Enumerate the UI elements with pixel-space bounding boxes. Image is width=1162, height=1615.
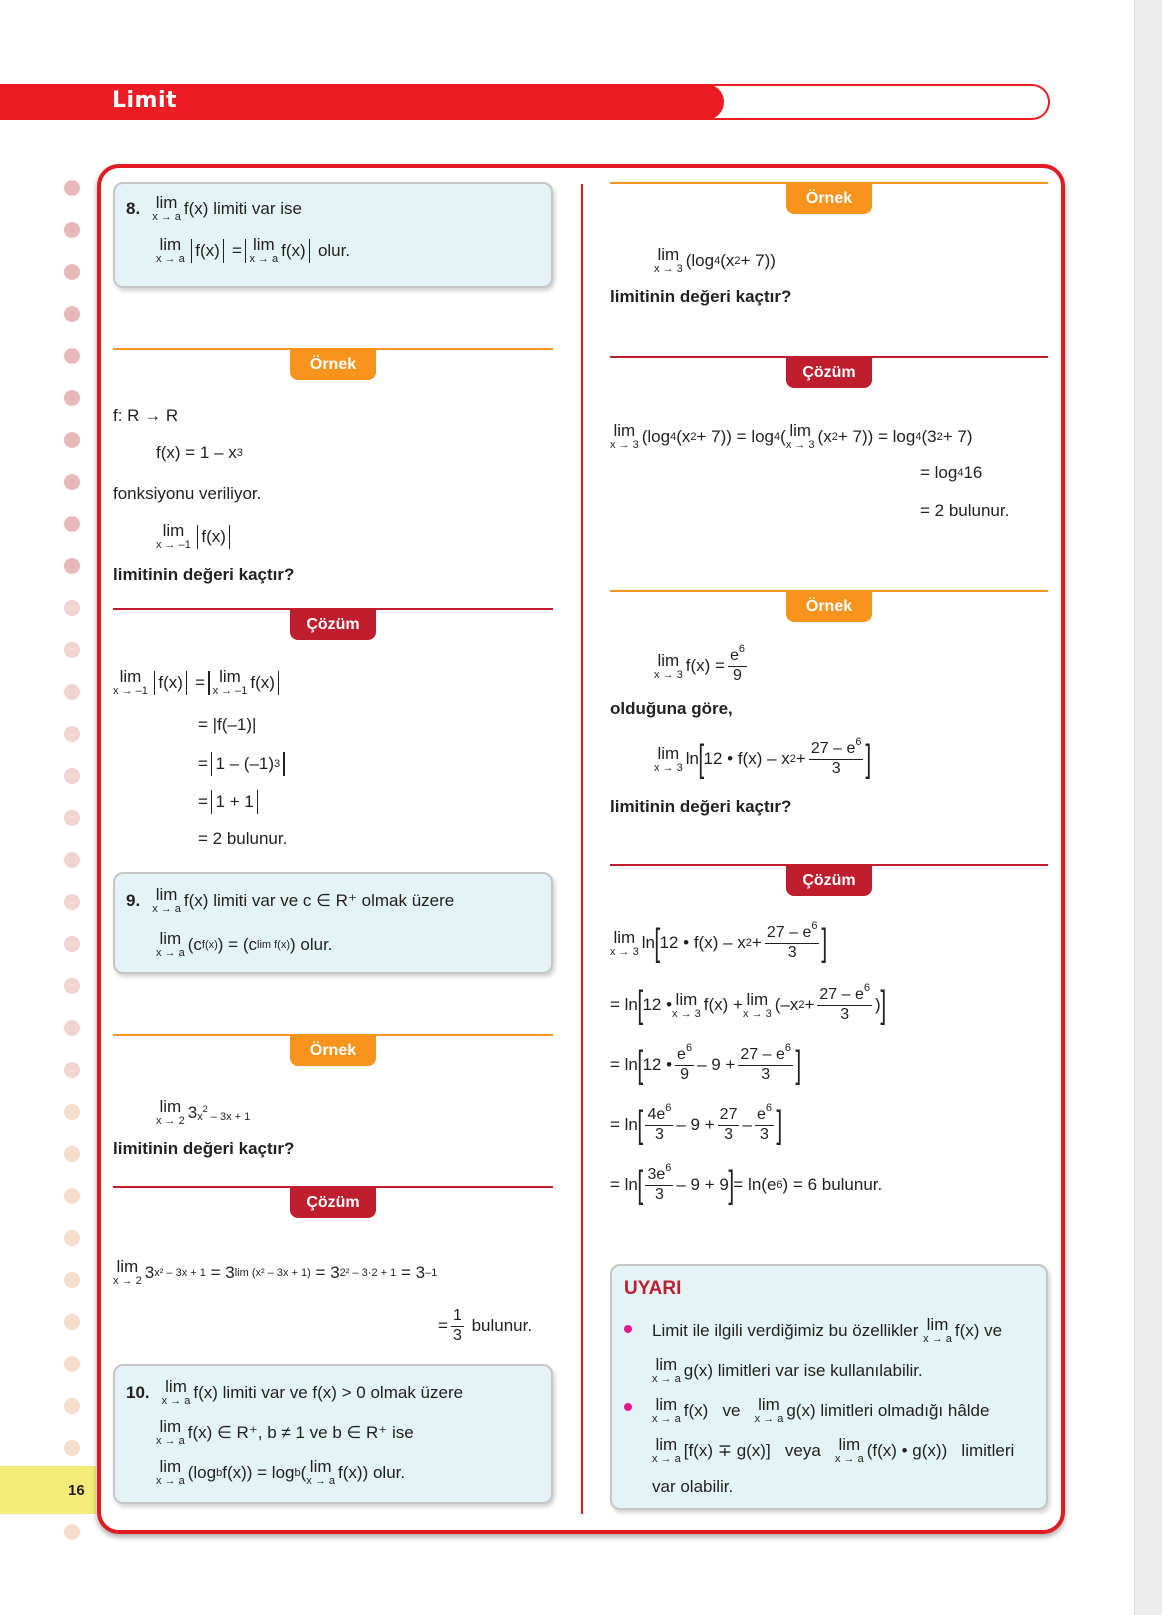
property-8-line-1: 8. lim x → a f(x) limiti var ise (126, 193, 302, 223)
cozum-tag: Çözüm (290, 1188, 376, 1218)
example-4-given: olduğuna göre, (610, 699, 733, 718)
example-1-given: fonksiyonu veriliyor. (113, 484, 262, 503)
warning-box (610, 1264, 1048, 1510)
solution-4-step-1: lim x → 3 ln [ 12 • f(x) – x 2 + $\frac{27 - e^6}{3}$ ] (610, 919, 828, 964)
property-number: 8. (126, 198, 141, 218)
binder-hole-dot (64, 180, 80, 196)
binder-hole-dot (64, 390, 80, 406)
binder-hole-dot (64, 1146, 80, 1162)
solution-3-step-1: lim x → 3 (log 4 (x 2 + 7)) = log 4 ( lim x → 3 (x 2 + 7)) = log 4 (3 2 + 7) (610, 421, 973, 451)
example-4-question: limitinin değeri kaçtır? (610, 797, 792, 816)
binder-hole-dot (64, 348, 80, 364)
solution-1-step-2: = |f(–1)| (198, 715, 257, 734)
solution-1-step-3: = 1 – (–1) 3 (198, 752, 288, 776)
binder-hole-dot (64, 978, 80, 994)
solution-4-step-2: = ln [ 12 • lim x → 3 f(x) + lim x → 3 (–x 2 + $\frac{27 - e^6}{3}$ ) ] (610, 981, 886, 1026)
binder-hole-dot (64, 894, 80, 910)
binder-hole-dot (64, 684, 80, 700)
ornek-tag: Örnek (290, 350, 376, 380)
bullet-icon (624, 1403, 632, 1411)
header-bar (0, 84, 724, 120)
warning-bullet-2-line-1: lim x → a f(x) ve lim x → a g(x) limitleri olmadığı hâlde (652, 1395, 990, 1425)
example-1-domain: f: R → R (113, 406, 179, 425)
property-10-line-2: lim x → a f(x) ∈ R⁺, b ≠ 1 ve b ∈ R⁺ ise (156, 1417, 414, 1447)
property-8-formula: lim x → a f(x) = lim x → a f(x) olur. (156, 235, 351, 265)
property-number: 10. (126, 1382, 150, 1402)
example-1-limit: lim x → –1 f(x) (156, 522, 233, 551)
warning-title: UYARI (624, 1278, 682, 1299)
column-divider (581, 184, 583, 1514)
property-10-formula: lim x → a (log b f(x)) = log b ( lim x → a f(x)) olur. (156, 1457, 406, 1487)
example-4-limit: lim x → 3 ln [ 12 • f(x) – x 2 + $\frac{27 - e^6}{3}$ ] (654, 735, 872, 780)
solution-1-step-4: = 1 + 1 (198, 790, 261, 814)
chapter-title: Limit (112, 88, 178, 113)
cozum-tag: Çözüm (290, 610, 376, 640)
property-10-line-1: 10. lim x → a f(x) limiti var ve f(x) > 0 olmak üzere (126, 1377, 464, 1407)
warning-text: Limit ile ilgili verdiğimiz bu özellikler (652, 1320, 919, 1340)
warning-bullet-2-line-3: var olabilir. (652, 1477, 734, 1496)
example-2-question: limitinin değeri kaçtır? (113, 1139, 295, 1158)
olur-text: olur. (372, 1462, 406, 1482)
property-text: f(x) limiti var ve c ∈ R⁺ olmak üzere (183, 890, 455, 910)
warning-text: veya (784, 1440, 821, 1460)
example-1-question: limitinin değeri kaçtır? (113, 565, 295, 584)
final-result: = 6 bulunur. (792, 1175, 883, 1194)
binder-hole-dot (64, 1062, 80, 1078)
binder-hole-dot (64, 432, 80, 448)
olur-text: olur. (317, 240, 351, 260)
solution-2-step-2: = $\frac{1}{3}$ bulunur. (438, 1307, 533, 1344)
warning-bullet-2-line-2: lim x → a [f(x) ∓ g(x)] veya lim x → a (f(x) • g(x)) limitleri (652, 1435, 1015, 1465)
example-2-limit: lim x → 2 3 $x^2 - 3x + 1$ (156, 1097, 251, 1127)
warning-text: g(x) limitleri olmadığı hâlde (786, 1400, 990, 1420)
example-1-function: f(x) = 1 – x 3 (156, 443, 243, 462)
binder-hole-dot (64, 1020, 80, 1036)
binder-hole-dot (64, 852, 80, 868)
bulunur-text: bulunur. (471, 1316, 533, 1336)
solution-2-step-1: lim x → 2 3 x² – 3x + 1 = 3 lim (x² – 3x + 1) = 3 2² – 3·2 + 1 = 3 –1 (113, 1257, 438, 1287)
binder-hole-dot (64, 222, 80, 238)
cozum-tag: Çözüm (786, 358, 872, 388)
binder-hole-dot (64, 1524, 80, 1540)
property-number: 9. (126, 890, 141, 910)
warning-bullet-1-line-2: lim x → a g(x) limitleri var ise kullanılabilir. (652, 1355, 923, 1385)
page-edge-strip (1134, 0, 1162, 1615)
binder-hole-dot (64, 264, 80, 280)
binder-hole-dot (64, 768, 80, 784)
property-text: f(x) limiti var ise (183, 198, 302, 218)
ornek-tag: Örnek (290, 1036, 376, 1066)
ornek-tag: Örnek (786, 184, 872, 214)
property-9-formula: lim x → a (c f(x) ) = (c lim f(x) ) olur. (156, 929, 333, 959)
page-number: 16 (68, 1482, 85, 1499)
solution-1-step-1: lim x → –1 f(x) = lim x → –1 f(x) (113, 668, 282, 697)
property-9-line-1: 9. lim x → a f(x) limiti var ve c ∈ R⁺ olmak üzere (126, 885, 455, 915)
binder-hole-dot (64, 936, 80, 952)
warning-bullet-1-line-1: Limit ile ilgili verdiğimiz bu özellikler lim x → a f(x) ve (652, 1315, 1003, 1345)
log-text: = log (920, 463, 958, 482)
binder-hole-dot (64, 1398, 80, 1414)
example-3-question: limitinin değeri kaçtır? (610, 287, 792, 306)
binder-hole-dot (64, 306, 80, 322)
property-text: f(x) ∈ R⁺, b ≠ 1 ve b ∈ R⁺ ise (187, 1422, 414, 1442)
solution-3-step-2: = log 4 16 (920, 463, 983, 482)
header-outline (700, 84, 1050, 120)
ornek-tag: Örnek (786, 592, 872, 622)
solution-1-step-5: = 2 bulunur. (198, 829, 288, 848)
binder-hole-dot (64, 516, 80, 532)
binder-hole-dot (64, 1272, 80, 1288)
solution-4-step-5: = ln [ $\frac{3e^6}{3}$ – 9 + 9 ] = ln(e 6 ) = 6 bulunur. (610, 1161, 883, 1206)
example-4-given-limit: lim x → 3 f(x) = $\frac{e^6}{9}$ (654, 643, 745, 684)
binder-hole-dot (64, 1104, 80, 1120)
property-text: f(x) limiti var ve f(x) > 0 olmak üzere (193, 1382, 464, 1402)
binder-hole-dot (64, 726, 80, 742)
warning-text: f(x) (683, 1400, 709, 1420)
binder-hole-dot (64, 1440, 80, 1456)
bullet-icon (624, 1325, 632, 1333)
cozum-tag: Çözüm (786, 866, 872, 896)
solution-3-step-3: = 2 bulunur. (920, 501, 1010, 520)
binder-hole-dot (64, 1314, 80, 1330)
warning-text: ve (722, 1400, 741, 1420)
binder-hole-dot (64, 600, 80, 616)
function-text: f(x) = 1 – x (156, 443, 237, 462)
example-3-limit: lim x → 3 (log 4 (x 2 + 7)) (654, 245, 776, 275)
warning-text: f(x) ve (954, 1320, 1003, 1340)
binder-hole-dot (64, 1230, 80, 1246)
binder-hole-dot (64, 558, 80, 574)
binder-hole-dot (64, 1356, 80, 1372)
binder-hole-dot (64, 474, 80, 490)
binder-hole-dot (64, 1188, 80, 1204)
solution-4-step-4: = ln [ $\frac{4e^6}{3}$ – 9 + $\frac{27}{3}$ – $\frac{e^6}{3}$ ] (610, 1101, 783, 1146)
olur-text: olur. (300, 934, 333, 954)
warning-text: limitleri (961, 1440, 1015, 1460)
warning-text: g(x) limitleri var ise kullanılabilir. (683, 1360, 923, 1380)
binder-hole-dot (64, 810, 80, 826)
solution-4-step-3: = ln [ 12 • $\frac{e^6}{9}$ – 9 + $\frac{27 - e^6}{3}$ ] (610, 1041, 802, 1086)
binder-hole-dot (64, 642, 80, 658)
